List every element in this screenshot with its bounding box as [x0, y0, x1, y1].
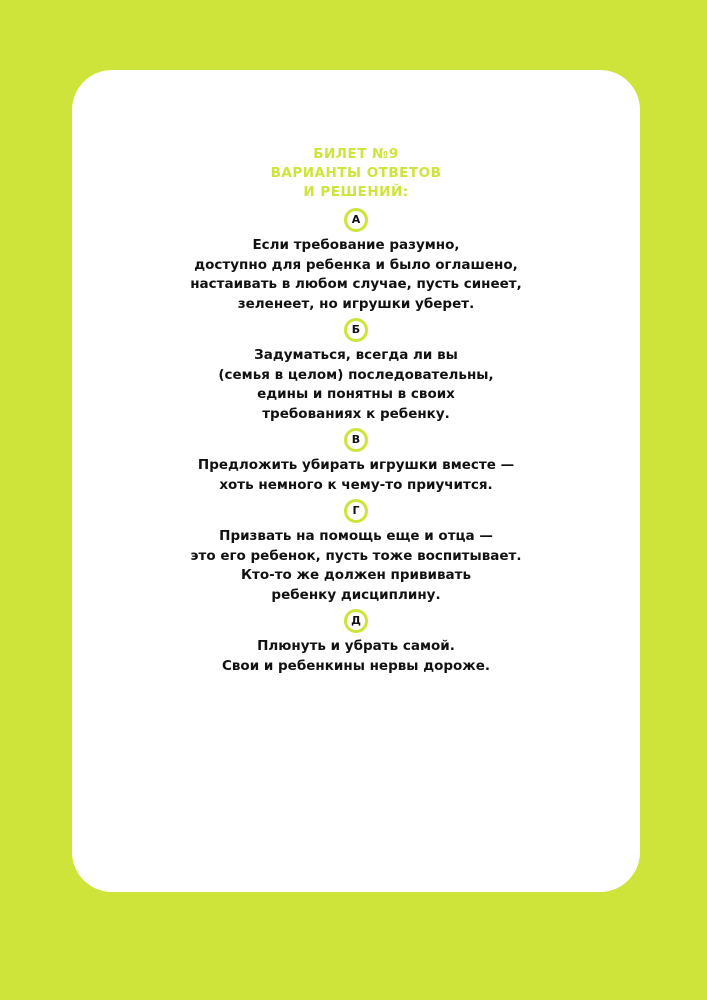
- option-line: Предложить убирать игрушки вместе —: [197, 457, 515, 473]
- option-line: Плюнуть и убрать самой.: [257, 638, 455, 654]
- option-line: настаивать в любом случае, пусть синеет,: [190, 276, 522, 292]
- option-line: доступно для ребенка и было оглашено,: [194, 256, 518, 273]
- option-g: [72, 499, 640, 605]
- option-line: Призвать на помощь еще и отца —: [219, 528, 493, 544]
- ticket-content: [72, 145, 640, 680]
- option-v: [72, 428, 640, 495]
- option-line: требованиях к ребенку.: [262, 405, 450, 422]
- option-line: ребенку дисциплину.: [271, 586, 441, 603]
- option-line: (семья в целом) последовательны,: [218, 366, 494, 383]
- option-d: [72, 609, 640, 676]
- option-text: [72, 236, 640, 314]
- option-letter-badge: Г: [344, 499, 368, 523]
- option-text: [72, 346, 640, 424]
- title-line: БИЛЕТ №9: [313, 146, 399, 162]
- title-line: ВАРИАНТЫ ОТВЕТОВ: [270, 165, 442, 181]
- option-letter-badge: В: [344, 428, 368, 452]
- title-line: И РЕШЕНИЙ:: [303, 184, 409, 200]
- option-text: [72, 637, 640, 676]
- option-line: Свои и ребенкины нервы дороже.: [221, 657, 491, 674]
- option-a: [72, 208, 640, 314]
- option-text: [72, 456, 640, 495]
- option-text: [72, 527, 640, 605]
- option-letter-badge: Б: [344, 318, 368, 342]
- option-line: Кто-то же должен прививать: [241, 567, 471, 583]
- option-line: едины и понятны в своих: [257, 386, 455, 402]
- option-letter-badge: А: [344, 208, 368, 232]
- option-line: зеленеет, но игрушки уберет.: [237, 295, 475, 312]
- option-line: Задуматься, всегда ли вы: [254, 347, 458, 363]
- option-line: хоть немного к чему-то приучится.: [219, 476, 493, 493]
- option-letter-badge: Д: [344, 609, 368, 633]
- option-line: это его ребенок, пусть тоже воспитывает.: [190, 547, 522, 564]
- option-b: [72, 318, 640, 424]
- ticket-title: [72, 145, 640, 202]
- option-line: Если требование разумно,: [252, 237, 460, 253]
